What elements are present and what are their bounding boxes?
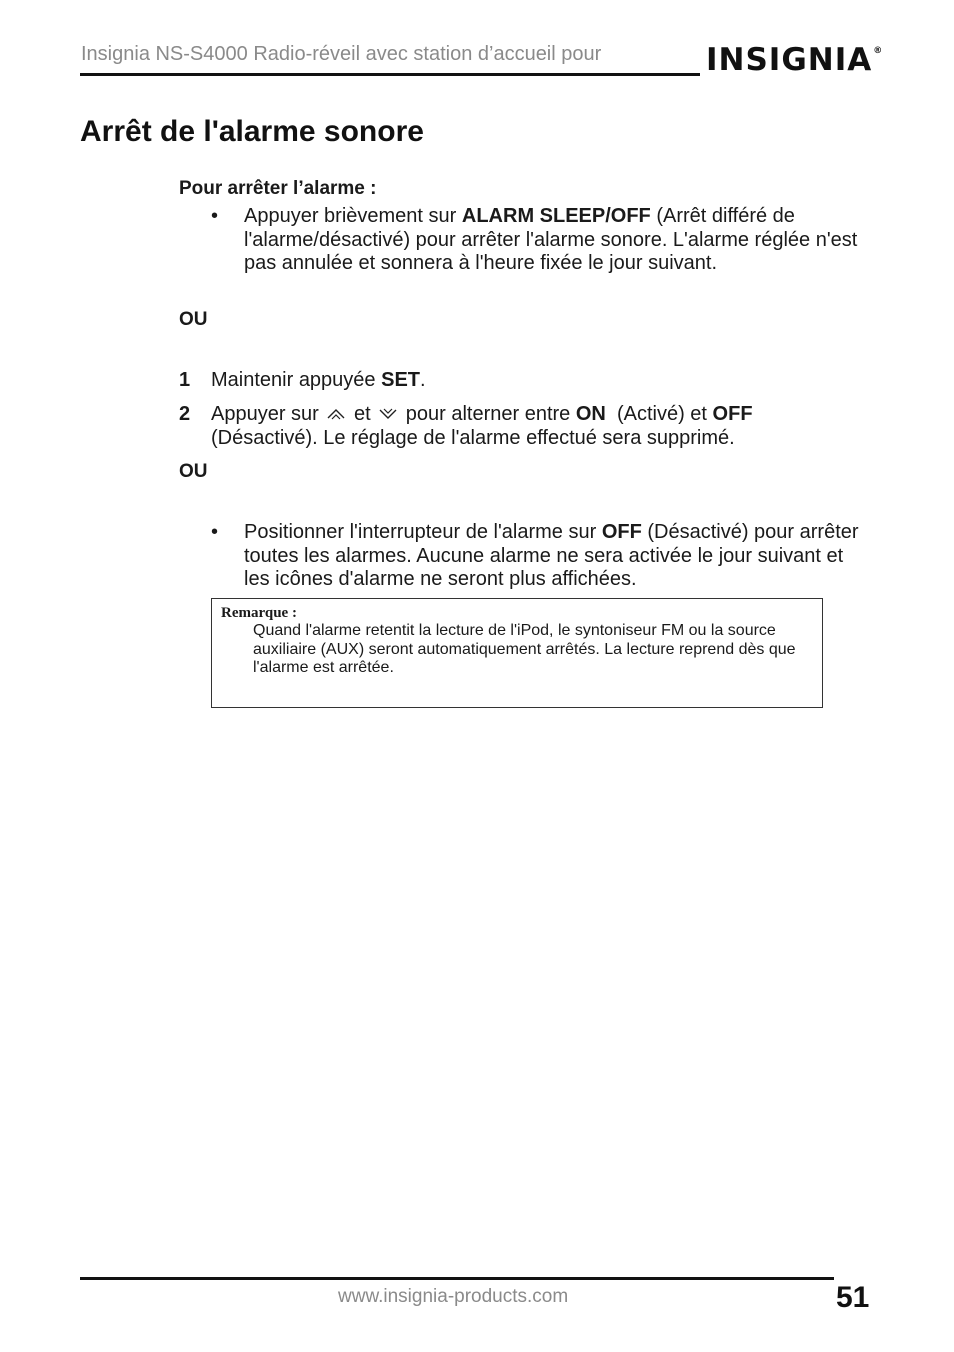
set-key: SET: [381, 369, 421, 391]
procedure-title: Pour arrêter l’alarme :: [179, 178, 377, 199]
item-2-text-after: (Désactivé) pour arrêter toutes les alarmes. Aucune alarme ne sera activée le jour suivant et les icônes d'alarme ne seront plus affichées.: [244, 521, 859, 590]
up-arrow-icon: [326, 405, 346, 421]
instruction-item-2: [244, 521, 874, 592]
off-switch-label: OFF: [601, 521, 642, 543]
or-separator-1: OU: [179, 309, 208, 330]
step-2-part-3: pour alterner entre: [400, 403, 576, 425]
or-separator-2: OU: [179, 461, 208, 482]
instruction-item-1: [244, 205, 874, 276]
insignia-logo: [706, 42, 883, 78]
step-2-number: 2: [179, 403, 191, 425]
note-text: Quand l'alarme retentit la lecture de l'iPod, le syntoniseur FM ou la source auxiliaire (AUX) seront automatiquement arrêtés. La lecture reprend dès que l'alarme est arrêtée.: [253, 622, 796, 676]
item-2-text-before: Positionner l'interrupteur de l'alarme sur: [244, 521, 602, 543]
logo-wordmark: INSIGNIA: [706, 42, 873, 78]
bullet-marker: •: [211, 521, 219, 543]
step-2-part-4: (Activé) et: [605, 403, 713, 425]
header-title: Insignia NS-S4000 Radio-réveil avec station d’accueil pour: [81, 43, 602, 65]
alarm-sleep-off-key: ALARM SLEEP/OFF: [461, 205, 651, 227]
item-1-text-before: Appuyer brièvement sur: [244, 205, 462, 227]
step-2-part-1: Appuyer sur: [211, 403, 325, 425]
page-number: 51: [836, 1281, 870, 1314]
bullet-marker: •: [211, 205, 219, 227]
down-arrow-icon: [378, 405, 398, 421]
step-1-number: 1: [179, 369, 191, 391]
footer-divider: [80, 1277, 834, 1280]
step-1-text-after: .: [420, 369, 426, 391]
step-1-text-before: Maintenir appuyée: [211, 369, 382, 391]
step-2-part-2: et: [348, 403, 377, 425]
item-1-text-after: (Arrêt différé de l'alarme/désactivé) pour arrêter l'alarme sonore. L'alarme réglée n'est pas annulée et sonnera à l'heure fixée le jour suivant.: [244, 205, 858, 274]
section-title: Arrêt de l'alarme sonore: [80, 115, 424, 148]
on-label: ON: [575, 403, 606, 425]
note-title: Remarque :: [221, 605, 297, 621]
header-divider: [80, 73, 700, 76]
registered-mark: ®: [873, 46, 884, 56]
note-box: [211, 598, 823, 708]
off-label: OFF: [712, 403, 753, 425]
footer-url: www.insignia-products.com: [338, 1286, 569, 1307]
step-2-part-5: (Désactivé). Le réglage de l'alarme effectué sera supprimé.: [211, 426, 735, 449]
step-1-text: [211, 369, 861, 393]
step-2-text: [211, 403, 861, 450]
